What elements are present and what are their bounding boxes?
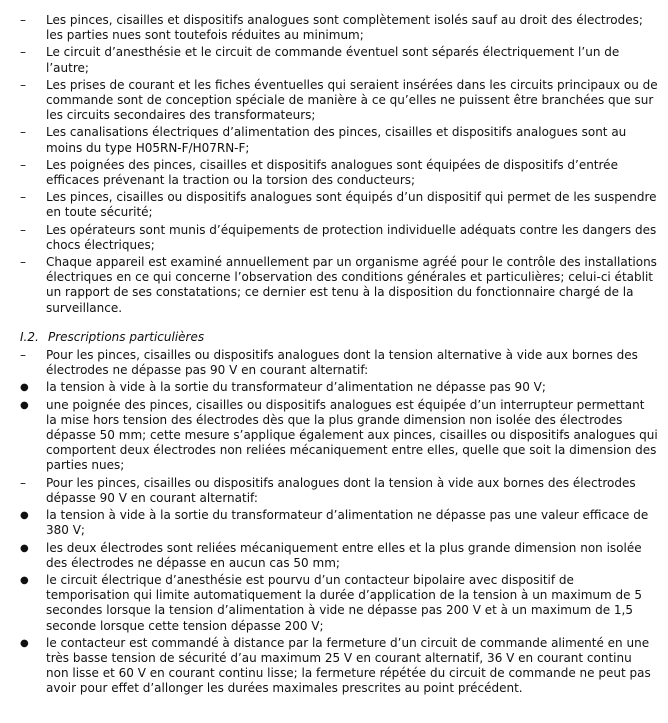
list-item: – Le circuit d’anesthésie et le circuit de commande éventuel sont séparés électriquement l’un de l’autre; — [20, 45, 620, 75]
list-item: – Pour les pinces, cisailles ou dispositifs analogues dont la tension à vide aux bornes des électrodes dépasse 90 V en courant alternatif: — [20, 475, 636, 505]
bullet-item: ● les deux électrodes sont reliées mécaniquement entre elles et la plus grande dimension non isolée des électrodes ne dépasse en aucun cas 50 mm; — [20, 540, 642, 570]
bullet-item: ● la tension à vide à la sortie du transformateur d’alimentation ne dépasse pas une valeur efficace de 380 V; — [20, 508, 649, 538]
list-item: – Les pinces, cisailles ou dispositifs analogues sont équipés d’un dispositif qui permet de les suspendre en toute sécurité; — [20, 190, 657, 220]
bullet-item: ● une poignée des pinces, cisailles ou dispositifs analogues est équipée d’un interrupteur permettant la mise hors tension des électrodes dès que la plus grande dimension non isolée des électrodes dépasse 50 mm; cette mesure s’applique également aux pinces, cisailles ou dispositifs analogues qui comportent deux électrodes non reliées mécaniquement entre elles, quelle que soit la dimension des parties nues; — [20, 397, 658, 473]
list-item: – Pour les pinces, cisailles ou dispositifs analogues dont la tension alternative à vide aux bornes des électrodes ne dépasse pas 90 V en courant alternatif: — [20, 348, 638, 378]
list-item: – Les pinces, cisailles et dispositifs analogues sont complètement isolés sauf au droit des électrodes; les parties nues sont toutefois réduites au minimum; — [20, 13, 643, 43]
bullet-item: ● le contacteur est commandé à distance par la fermeture d’un circuit de commande alimenté en une très basse tension de sécurité d’au maximum 25 V en courant alternatif, 36 V en courant continu non lisse et 60 V en courant continu lisse; la fermeture répétée du circuit de commande ne peut pas avoir pour effet d’allonger les durées maximales prescrites au point précédent. — [20, 635, 651, 696]
section-title: Prescriptions particulières — [48, 329, 205, 344]
bullet-list — [20, 380, 658, 473]
bullet-item: ● le circuit électrique d’anesthésie est pourvu d’un contacteur bipolaire avec dispositif de temporisation qui limite automatiquement la durée d’application de la tension à un maximum de 5 secondes lorsque la tension d’alimentation à vide ne dépasse pas 200 V et à un maximum de 1,5 seconde lorsque cette tension dépasse 200 V; — [20, 572, 642, 633]
list-item: – Les opérateurs sont munis d’équipements de protection individuelle adéquats contre les dangers des chocs électriques; — [20, 222, 657, 252]
section-heading — [20, 330, 658, 345]
bullet-list — [20, 508, 658, 696]
list-item: – Les canalisations électriques d’alimentation des pinces, cisailles et dispositifs analogues sont au moins du type H05RN-F/H07RN-F; — [20, 125, 627, 155]
section-number: I.2. — [20, 329, 39, 344]
bullet-item: ● la tension à vide à la sortie du transformateur d’alimentation ne dépasse pas 90 V; — [20, 380, 546, 395]
specific-requirements-list — [20, 348, 658, 696]
list-item: – Les prises de courant et les fiches éventuelles qui seraient insérées dans les circuits principaux ou de commande sont de conception spéciale de manière à ce qu’elles ne puissent être branchées que sur les circuits secondaires des transformateurs; — [20, 77, 658, 123]
list-item: – Les poignées des pinces, cisailles et dispositifs analogues sont équipées de dispositifs d’entrée efficaces prévenant la traction ou la torsion des conducteurs; — [20, 157, 618, 188]
general-requirements-list — [20, 13, 658, 316]
list-item: – Chaque appareil est examiné annuellement par un organisme agréé pour le contrôle des installations électriques en ce qui concerne l’observation des conditions générales et particulières; celui-ci établit un rapport de ses constatations; ce dernier est tenu à la disposition du fonctionnaire chargé de la surveillance. — [20, 255, 657, 315]
